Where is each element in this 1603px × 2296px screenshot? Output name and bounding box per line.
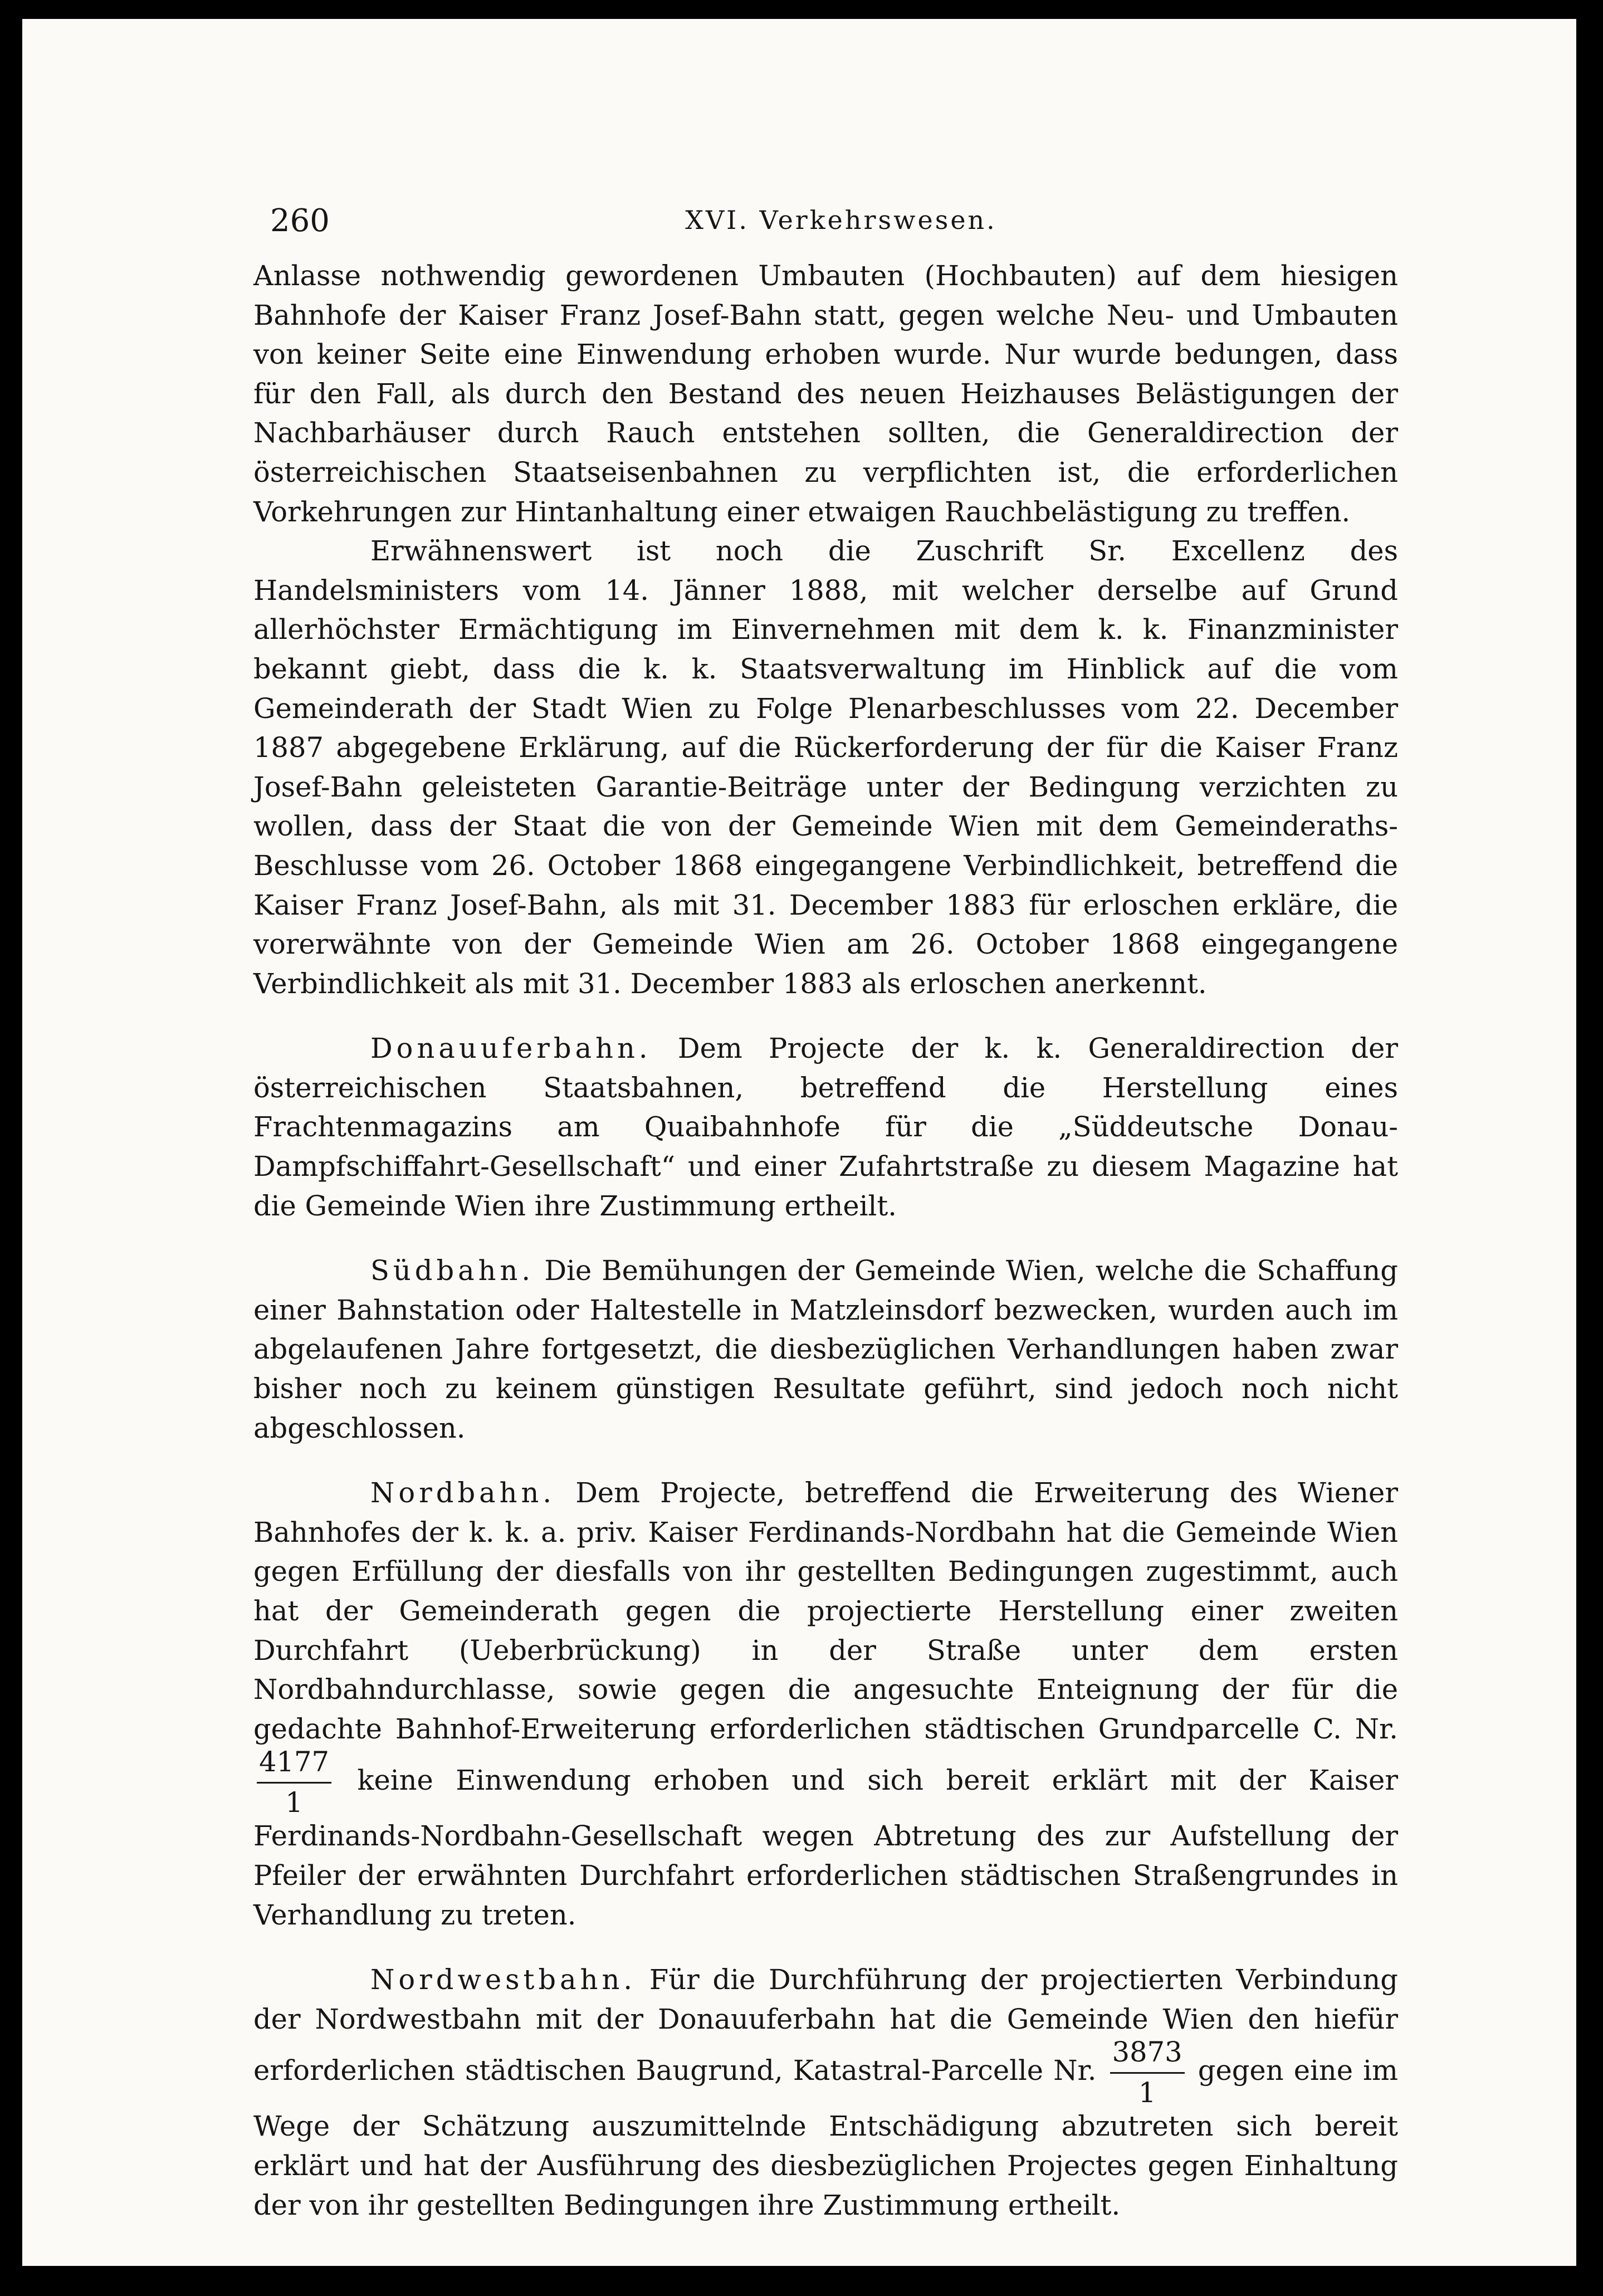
paragraph-text: Die Bemühungen der Gemeinde Wien, welche die Schaffung einer Bahnstation oder Haltestelle in Matzleinsdorf bezwecken, wurden auch im abgelaufenen Jahre fortgesetzt, die diesbezüglichen Verhandlungen haben zwar bisher noch zu keinem günstigen Resultate geführt, sind jedoch noch nicht abgeschlossen.	[253, 1254, 1398, 1444]
paragraph-suedbahn	[253, 1251, 1398, 1448]
parcel-fraction	[257, 1746, 331, 1819]
paragraph-donauuferbahn	[253, 1029, 1398, 1225]
paragraph-zuschrift	[253, 531, 1398, 1003]
fraction-numerator: 4177	[257, 1748, 331, 1784]
running-head: XVI. Verkehrswesen.	[685, 205, 997, 235]
section-heading: Nordwestbahn.	[370, 1963, 637, 1996]
section-heading: Donauuferbahn.	[370, 1032, 652, 1065]
paragraph-text: Dem Projecte, betreffend die Erweiterung des Wiener Bahnhofes der k. k. a. priv. Kaiser Ferdinands-Nordbahn hat die Gemeinde Wien gegen Erfüllung der diesfalls von ihr gestellten Bedingungen zugestimmt, auch hat der Gemeinderath gegen die projectierte Herstellung einer zweiten Durchfahrt (Ueberbrückung) in der Straße unter dem ersten Nordbahndurchlasse, sowie gegen die angesuchte Enteignung der für die gedachte Bahnhof-Erweiterung erforderlichen städtischen Grundparcelle C. Nr.	[253, 1477, 1398, 1745]
body-text	[253, 256, 1398, 2225]
fraction-numerator: 3873	[1110, 2039, 1185, 2074]
fraction-denominator: 1	[1138, 2076, 1156, 2109]
paragraph-text: Für die Durchführung der projectierten Verbindung der Nordwestbahn mit der Donauuferbahn hat die Gemeinde Wien den hiefür erforderlichen städtischen Baugrund, Katastral-Parcelle Nr.	[253, 1963, 1398, 2087]
paragraph-continued	[253, 256, 1398, 531]
section-heading: Südbahn.	[370, 1254, 535, 1287]
paragraph-text: gegen eine im Wege der Schätzung auszumittelnde Entschädigung abzutreten sich bereit erklärt und hat der Ausführung des diesbezüglichen Projectes gegen Einhaltung der von ihr gestellten Bedingungen ihre Zustimmung ertheilt.	[253, 2054, 1398, 2221]
parcel-fraction	[1110, 2036, 1185, 2109]
section-heading: Nordbahn.	[370, 1477, 556, 1510]
paragraph-text: Dem Projecte der k. k. Generaldirection der österreichischen Staatsbahnen, betreffend die Herstellung eines Frachtenmagazins am Quaibahnhofe für die „Süddeutsche Donau-Dampfschiffahrt-Gesellschaft“ und einer Zufahrtstraße zu diesem Magazine hat die Gemeinde Wien ihre Zustimmung ertheilt.	[253, 1032, 1398, 1222]
page-number: 260	[270, 203, 330, 239]
paragraph-nordbahn	[253, 1473, 1398, 1934]
paragraph-text: Erwähnenswert ist noch die Zuschrift Sr. Excellenz des Handelsministers vom 14. Jänner 1888, mit welcher derselbe auf Grund allerhöchster Ermächtigung im Einvernehmen mit dem k. k. Finanzminister bekannt giebt, dass die k. k. Staatsverwaltung im Hinblick auf die vom Gemeinderath der Stadt Wien zu Folge Plenarbeschlusses vom 22. December 1887 abgegebene Erklärung, auf die Rückerforderung der für die Kaiser Franz Josef-Bahn geleisteten Garantie-Beiträge unter der Bedingung verzichten zu wollen, dass der Staat die von der Gemeinde Wien mit dem Gemeinderaths-Beschlusse vom 26. October 1868 eingegangene Verbindlichkeit, betreffend die Kaiser Franz Josef-Bahn, als mit 31. December 1883 für erloschen erkläre, die vorerwähnte von der Gemeinde Wien am 26. October 1868 eingegangene Verbindlichkeit als mit 31. December 1883 als erloschen anerkennt.	[253, 535, 1398, 1000]
paragraph-text: keine Einwendung erhoben und sich bereit erklärt mit der Kaiser Ferdinands-Nordbahn-Gesellschaft wegen Abtretung des zur Aufstellung der Pfeiler der erwähnten Durchfahrt erforderlichen städtischen Straßengrundes in Verhandlung zu treten.	[253, 1764, 1398, 1931]
fraction-denominator: 1	[285, 1786, 303, 1819]
page-header	[270, 203, 1412, 247]
paragraph-text: Anlasse nothwendig gewordenen Umbauten (Hochbauten) auf dem hiesigen Bahnhofe der Kaiser Franz Josef-Bahn statt, gegen welche Neu- und Umbauten von keiner Seite eine Einwendung erhoben wurde. Nur wurde bedungen, dass für den Fall, als durch den Bestand des neuen Heizhauses Belästigungen der Nachbarhäuser durch Rauch entstehen sollten, die Generaldirection der österreichischen Staatseisenbahnen zu verpflichten ist, die erforderlichen Vorkehrungen zur Hintanhaltung einer etwaigen Rauchbelästigung zu treffen.	[253, 260, 1398, 528]
paragraph-nordwestbahn	[253, 1960, 1398, 2225]
